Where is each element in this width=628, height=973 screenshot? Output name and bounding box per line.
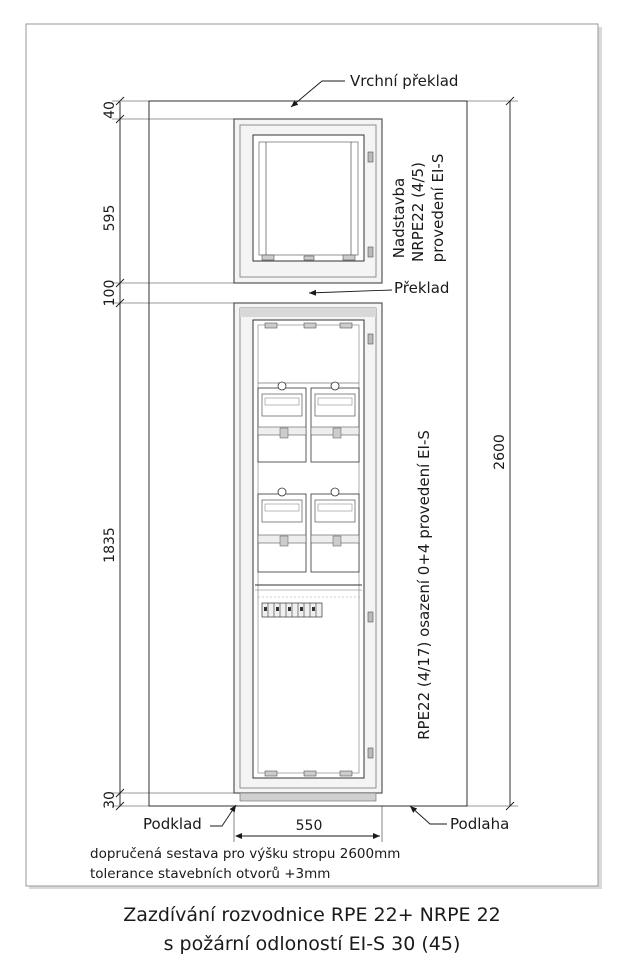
meter-module [311, 382, 359, 462]
callout-floor-label: Podlaha [450, 815, 510, 833]
caption-line2: s požární odloností EI-S 30 (45) [163, 933, 461, 955]
dim-base-height: 30 [102, 791, 118, 809]
extension-unit [234, 119, 382, 283]
extension-label-line2: NRPE22 (4/5) [409, 162, 427, 262]
dim-total-height: 2600 [492, 434, 508, 470]
callout-underlay-label: Podklad [143, 815, 202, 833]
callout-lintel-label: Překlad [394, 279, 450, 297]
dim-extension-height: 595 [102, 204, 118, 232]
callout-top-lintel-label: Vrchní překlad [350, 72, 459, 90]
main-unit-label: RPE22 (4/17) osazení 0+4 provedení EI-S [415, 430, 433, 740]
meter-module [258, 488, 306, 572]
meter-module [311, 488, 359, 572]
main-unit [234, 303, 382, 801]
dim-lintel-height: 100 [102, 279, 118, 307]
extension-label-line1: Nadstavba [390, 177, 408, 259]
dim-top-gap: 40 [102, 101, 118, 119]
note-line1: dopručená sestava pro výšku stropu 2600mm [90, 846, 401, 862]
extension-label-line3: provedení EI-S [429, 153, 447, 263]
dim-width: 550 [295, 818, 323, 834]
note-line2: tolerance stavebních otvorů +3mm [90, 866, 331, 882]
meter-module [258, 382, 306, 462]
caption-line1: Zazdívání rozvodnice RPE 22+ NRPE 22 [123, 904, 501, 926]
dim-main-height: 1835 [102, 527, 118, 563]
